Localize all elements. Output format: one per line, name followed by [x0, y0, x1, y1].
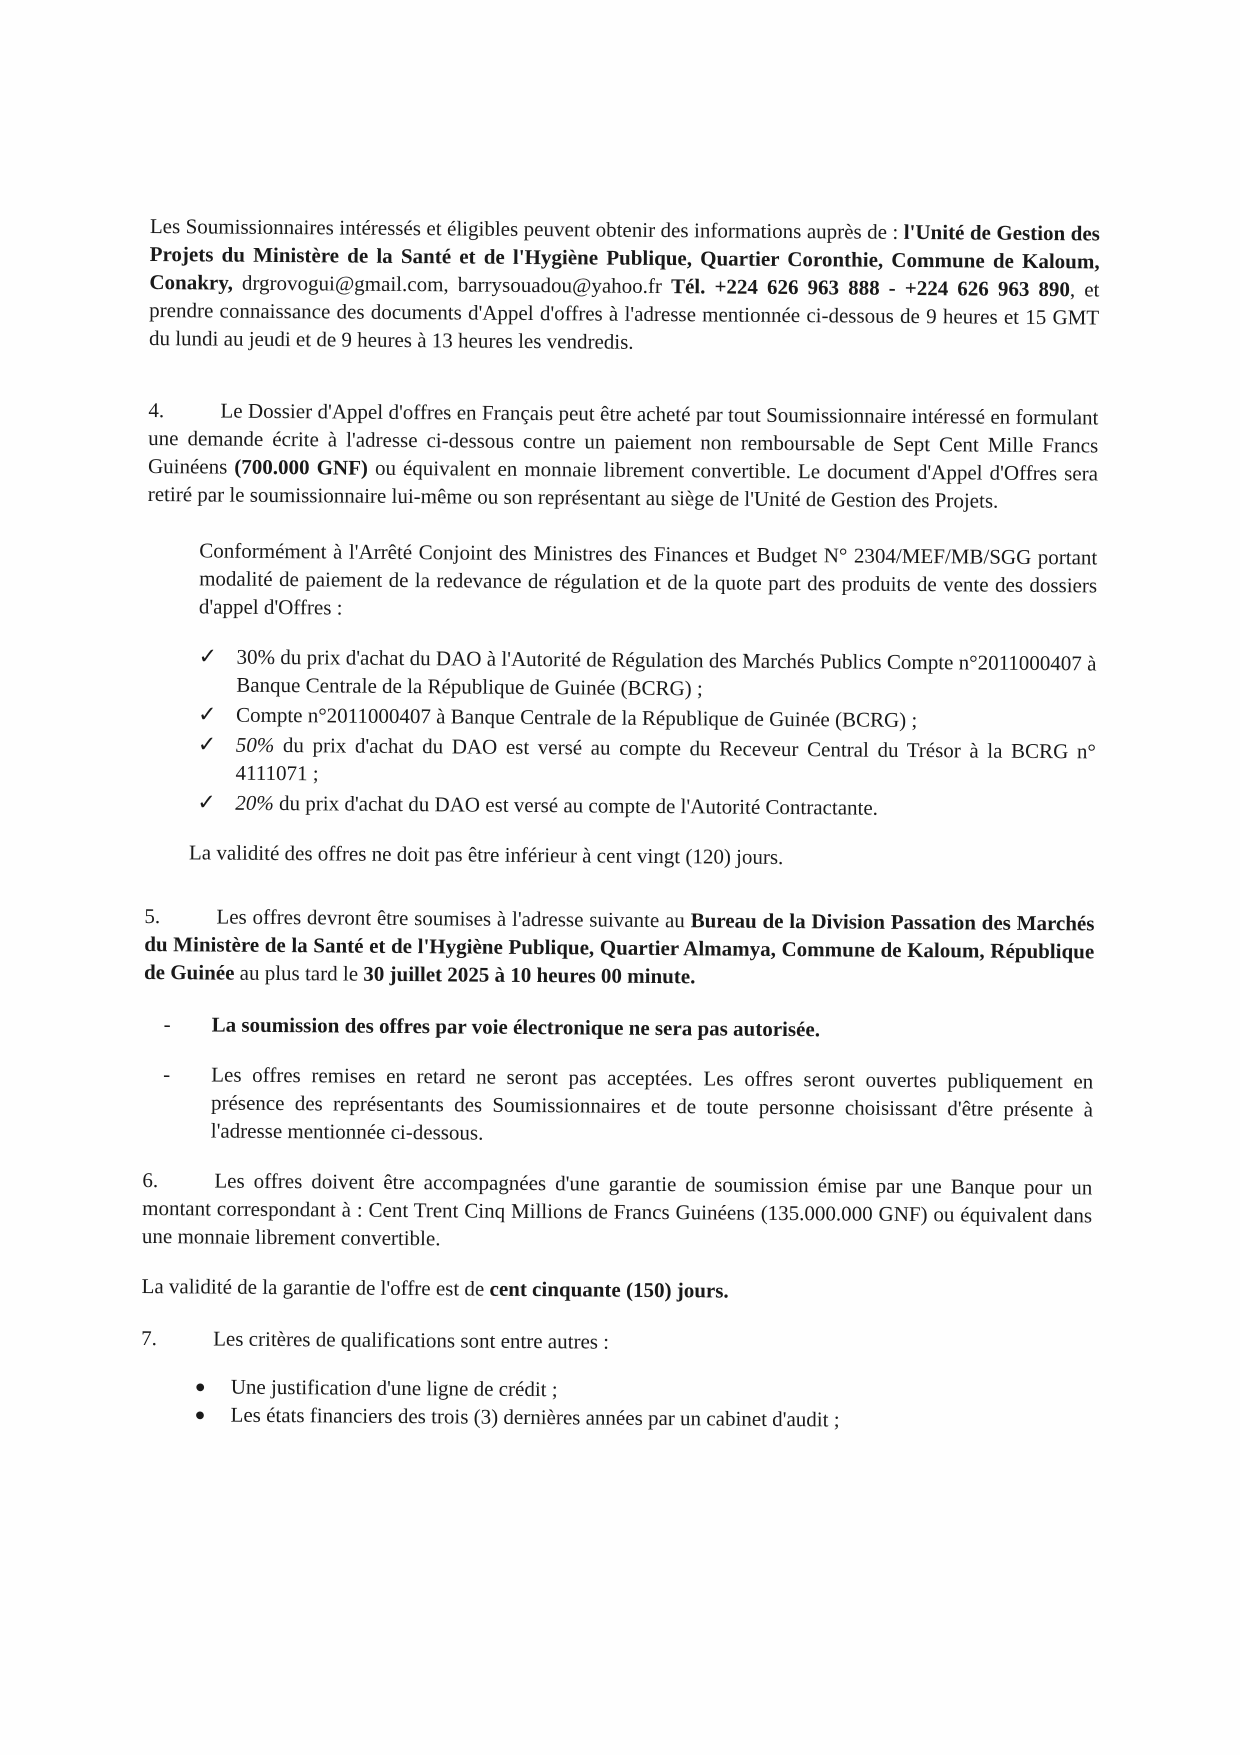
dash-icon: - — [163, 1062, 171, 1087]
arrete-paragraph: Conformément à l'Arrêté Conjoint des Ministres des Finances et Budget N° 2304/MEF/MB/SGG portant modalité de paiement de la redevance de régulation et de la quote part des produits de vente des dossiers d'appel d'Offres : — [198, 538, 1098, 620]
qualification-criteria — [192, 1372, 1090, 1435]
list-item: ● Une justification d'une ligne de crédit ; — [193, 1372, 1091, 1407]
submission-address: Bureau de la Division Passation des Marchés du Ministère de la Santé et de l'Hygiène Publique, Quartier Almamya, Commune de Kaloum, République de Guinée — [143, 908, 1095, 985]
dash-icon: - — [163, 1012, 171, 1037]
payment-checklist — [197, 642, 1096, 823]
bullet-icon: ● — [194, 1376, 206, 1397]
list-item: ● Les états financiers des trois (3) dernières années par un cabinet d'audit ; — [192, 1400, 1090, 1435]
check-icon: ✓ — [197, 701, 217, 727]
check-icon: ✓ — [197, 789, 216, 815]
contact-emails: drgrovogui@gmail.com, barrysouadou@yahoo.fr — [232, 270, 672, 299]
list-item: ✓ Compte n°2011000407 à Banque Centrale de la République de Guinée (BCRG) ; — [197, 701, 918, 733]
guarantee-validity: La validité de la garantie de l'offre est de cent cinquante (150) jours. — [141, 1273, 729, 1303]
check-icon: ✓ — [197, 731, 217, 757]
list-item: ✓ 50% du prix d'achat du DAO est versé au compte du Receveur Central du Trésor à la BCRG n° 4111071 ; — [197, 731, 1096, 786]
list-item: - La soumission des offres par voie électronique ne sera pas autorisée. — [163, 1012, 821, 1042]
list-item: - Les offres remises en retard ne seront pas acceptées. Les offres seront ouvertes publiquement en présence des représentants des Soumissionnaires et de toute personne choisissant d'être présente à l'adresse mentionnée ci-dessous. — [163, 1062, 1094, 1145]
submission-deadline: 30 juillet 2025 à 10 heures 00 minute. — [363, 961, 696, 989]
section-4-paragraph: 4. Le Dossier d'Appel d'offres en Français peut être acheté par tout Soumissionnaire intéressé en formulant une demande écrite à l'adresse ci-dessous contre un paiement non remboursable de Sept Cent Mille Francs Guinéens (700.000 GNF) ou équivalent en monnaie librement convertible. Le document d'Appel d'Offres sera retiré par le soumissionnaire lui-même ou son représentant au siège de l'Unité de Gestion des Projets. — [147, 397, 1099, 513]
section-6-paragraph: 6. Les offres doivent être accompagnées d'une garantie de soumission émise par une Banque pour un montant correspondant à : Cent Trent Cinq Millions de Francs Guinéens (135.000.000 GNF) ou équivalent dans une monnaie librement convertible. — [141, 1167, 1093, 1251]
section-number: 6. — [142, 1167, 159, 1193]
intro-paragraph: Les Soumissionnaires intéressés et éligibles peuvent obtenir des informations auprès de : l'Unité de Gestion des Projets du Ministère de la Santé et de l'Hygiène Publique, Quartier Coronthie, Commune de Kaloum, Conakry, drgrovogui@gmail.com, barrysouadou@yahoo.fr Tél. +224 626 963 888 - +224 626 963 890, et prendre connaissance des documents d'Appel d'offres à l'adresse mentionnée ci-dessous de 9 heures et 15 GMT du lundi au jeudi et de 9 heures à 13 heures les vendredis. — [148, 213, 1100, 354]
document-body — [140, 212, 1100, 1457]
bullet-icon: ● — [194, 1404, 206, 1425]
list-item: ✓ 30% du prix d'achat du DAO à l'Autorité de Régulation des Marchés Publics Compte n°2011000407 à Banque Centrale de la République de Guinée (BCRG) ; — [198, 643, 1097, 701]
check-icon: ✓ — [198, 643, 218, 669]
ugp-address: l'Unité de Gestion des Projets du Ministère de la Santé et de l'Hygiène Publique, Quartier Coronthie, Commune de Kaloum, Conakry, — [149, 219, 1100, 295]
list-item: ✓ 20% du prix d'achat du DAO est versé au compte de l'Autorité Contractante. — [197, 789, 879, 820]
dao-price: (700.000 GNF) — [234, 454, 369, 480]
submission-rules — [163, 1010, 1094, 1151]
section-number: 5. — [144, 903, 161, 929]
contact-phones: Tél. +224 626 963 888 - +224 626 963 890 — [670, 274, 1071, 302]
section-6 — [141, 1166, 1092, 1307]
section-number: 4. — [148, 397, 165, 423]
section-5-paragraph: 5. Les offres devront être soumises à l'adresse suivante au Bureau de la Division Passation des Marchés du Ministère de la Santé et de l'Hygiène Publique, Quartier Almamya, Commune de Kaloum, République de Guinée au plus tard le 30 juillet 2025 à 10 heures 00 minute. — [143, 903, 1095, 989]
section-7 — [140, 1324, 1091, 1435]
section-5 — [143, 902, 1095, 1151]
section-4 — [145, 396, 1099, 873]
offer-validity: La validité des offres ne doit pas être inférieur à cent vingt (120) jours. — [188, 840, 784, 869]
section-7-paragraph: 7. Les critères de qualifications sont entre autres : — [141, 1325, 610, 1354]
section-number: 7. — [141, 1325, 158, 1351]
